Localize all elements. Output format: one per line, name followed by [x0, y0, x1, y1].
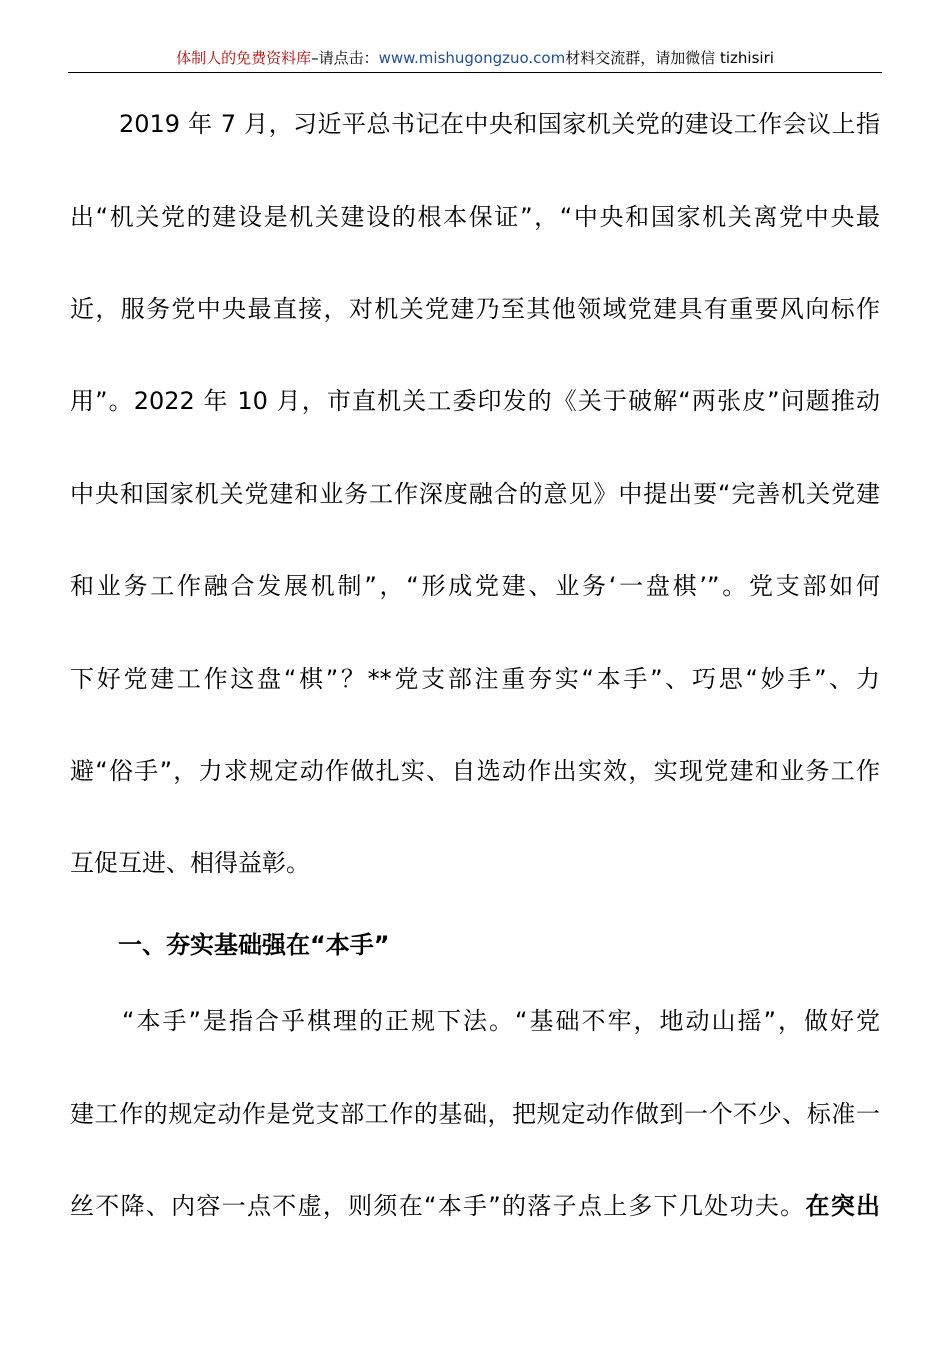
paragraph-line: 中央和国家机关党建和业务工作深度融合的意见》中提出要“完善机关党建: [70, 480, 880, 508]
section-heading: 一、夯实基础强在“本手”: [118, 931, 390, 959]
paragraph-line: “本手”是指合乎棋理的正规下法。“基础不牢，地动山摇”，做好党: [70, 1007, 880, 1035]
bold-lead-in: 在突出: [805, 1192, 880, 1220]
page-header: [68, 46, 882, 73]
paragraph-line: 下好党建工作这盘“棋”？**党支部注重夯实“本手”、巧思“妙手”、力: [70, 665, 880, 693]
header-group-info: 材料交流群，请加微信 tizhisiri: [565, 49, 774, 67]
header-brand: 体制人的免费资料库: [176, 49, 312, 67]
paragraph-line: 近，服务党中央最直接，对机关党建乃至其他领域党建具有重要风向标作: [70, 295, 880, 323]
paragraph-line: 建工作的规定动作是党支部工作的基础，把规定动作做到一个不少、标准一: [70, 1100, 880, 1128]
paragraph-line: 出“机关党的建设是机关建设的根本保证”，“中央和国家机关离党中央最: [70, 203, 880, 231]
paragraph-line: [70, 1186, 880, 1221]
paragraph-line: 互促互进、相得益彰。: [70, 849, 310, 877]
paragraph-line: 用”。2022 年 10 月，市直机关工委印发的《关于破解“两张皮”问题推动: [70, 387, 880, 415]
paragraph-line: 2019 年 7 月，习近平总书记在中央和国家机关党的建设工作会议上指: [70, 110, 880, 138]
header-url-link[interactable]: www.mishugongzuo.com: [378, 49, 566, 67]
paragraph-line: 和业务工作融合发展机制”，“形成党建、业务‘一盘棋’”。党支部如何: [70, 572, 880, 600]
paragraph-line: 避“俗手”，力求规定动作做扎实、自选动作出实效，实现党建和业务工作: [70, 757, 880, 785]
header-prompt: –请点击：: [311, 49, 379, 67]
paragraph-line-text: 丝不降、内容一点不虚，则须在“本手”的落子点上多下几处功夫。: [70, 1192, 806, 1220]
